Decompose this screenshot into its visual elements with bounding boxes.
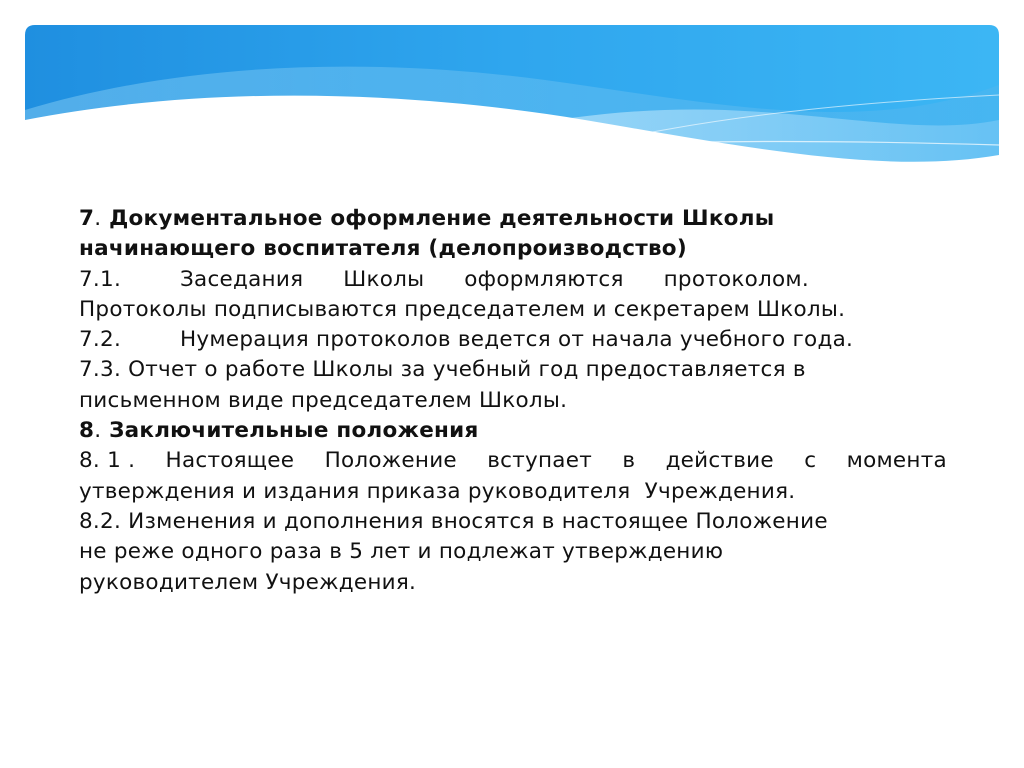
paragraph-7-1-line-2: Протоколы подписываются председателем и секретарем Школы. bbox=[79, 296, 846, 322]
paragraph-8-2-line-2: не реже одного раза в 5 лет и подлежат утверждению bbox=[79, 539, 724, 565]
document-body bbox=[79, 204, 947, 598]
wave-header-banner bbox=[25, 25, 999, 185]
section-7-heading: 7. Документальное оформление деятельности Школы bbox=[79, 206, 775, 231]
paragraph-7-2: 7.2. Нумерация протоколов ведется от начала учебного года. bbox=[79, 327, 854, 353]
paragraph-8-2-line-1: 8.2. Изменения и дополнения вносятся в настоящее Положение bbox=[79, 508, 828, 534]
paragraph-7-1-line-1: 7.1. Заседания Школы оформляются протоколом. bbox=[79, 266, 809, 292]
section-8-heading: 8. Заключительные положения bbox=[79, 418, 479, 444]
paragraph-8-1-line-1: 8. 1 . Настоящее Положение вступает в действие с момента bbox=[79, 448, 947, 474]
section-7-heading-line-2: начинающего воспитателя (делопроизводство) bbox=[79, 236, 687, 262]
paragraph-8-2-line-3: руководителем Учреждения. bbox=[79, 569, 417, 595]
paragraph-7-3-line-1: 7.3. Отчет о работе Школы за учебный год предоставляется в bbox=[79, 357, 806, 383]
paragraph-8-1-line-2: утверждения и издания приказа руководителя Учреждения. bbox=[79, 478, 796, 504]
paragraph-7-3-line-2: письменном виде председателем Школы. bbox=[79, 387, 568, 413]
